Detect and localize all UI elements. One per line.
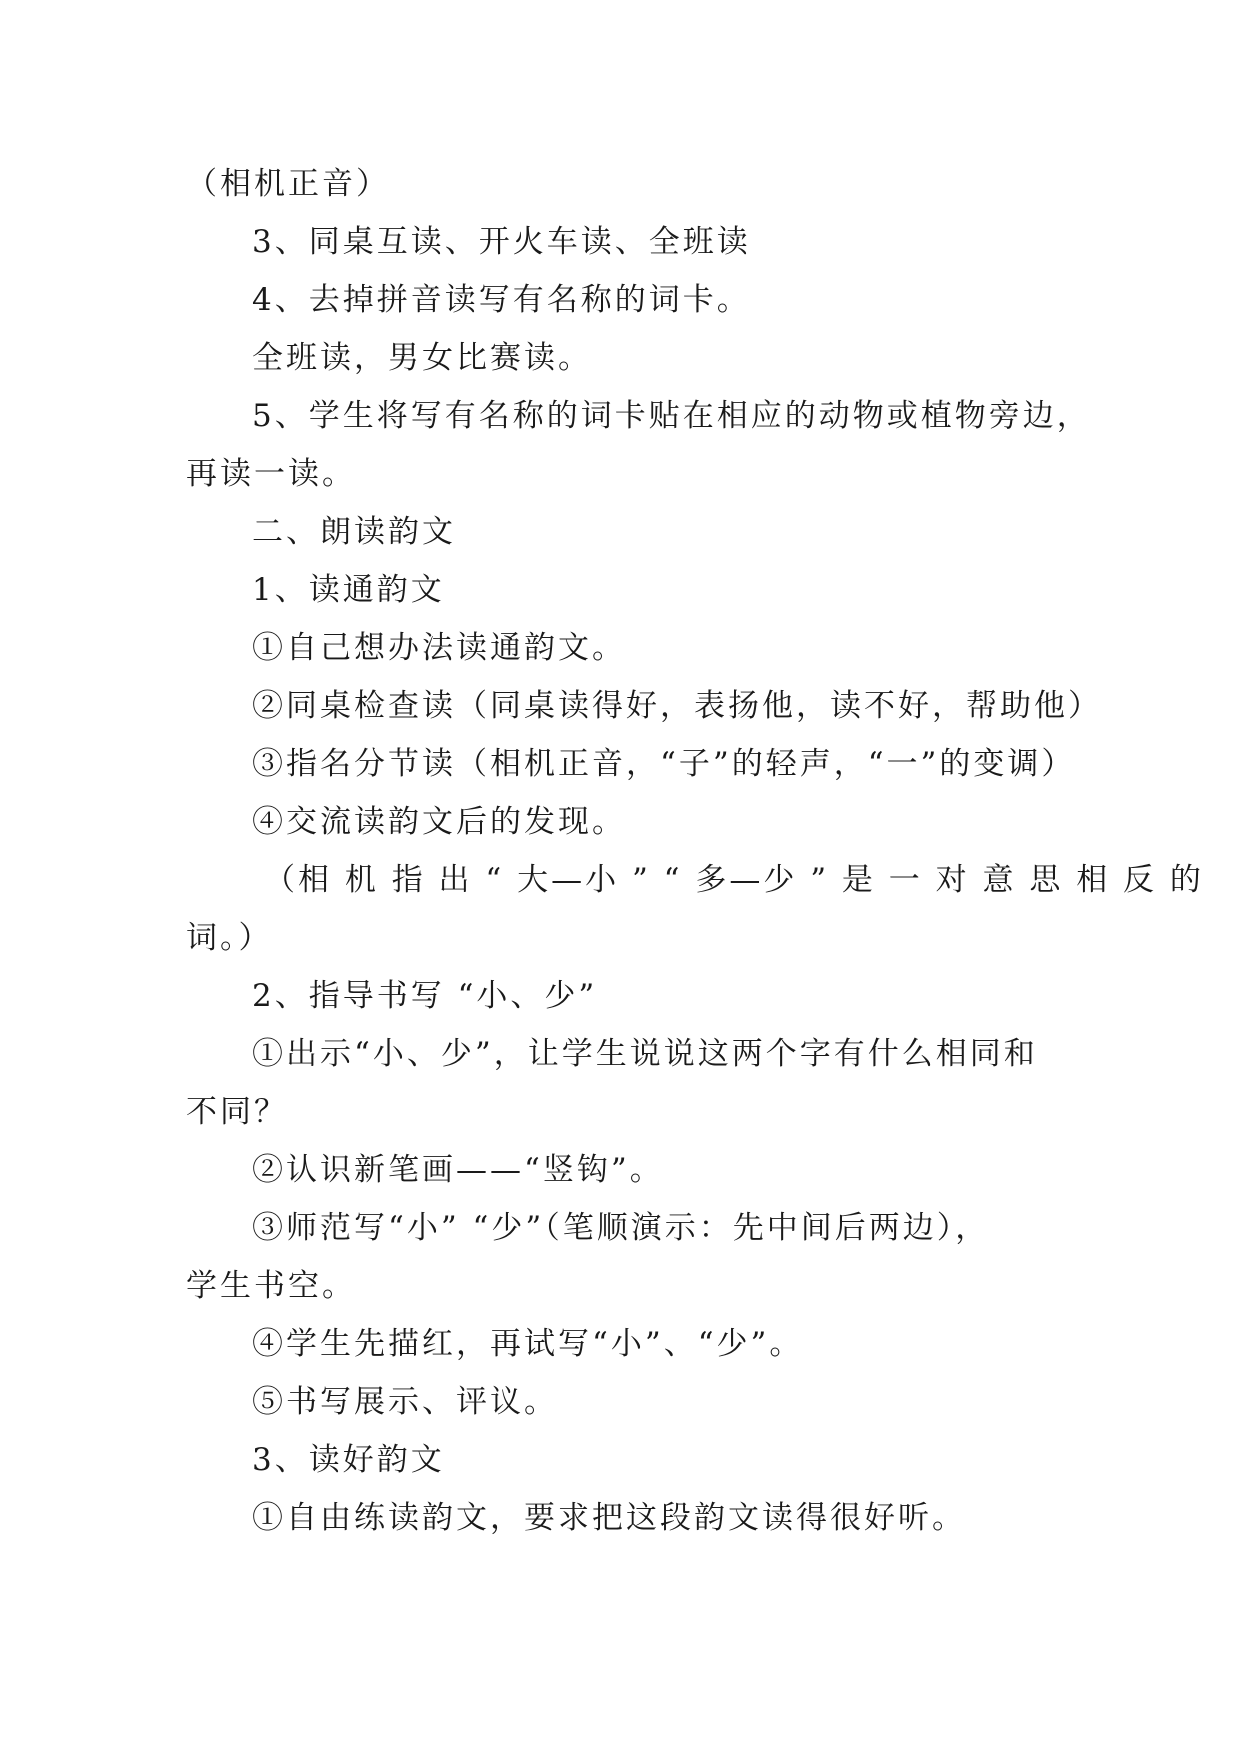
- text-line-20: 学生书空。: [186, 1268, 356, 1304]
- text-line-10: ②同桌检查读（同桌读得好，表扬他，读不好，帮助他）: [252, 688, 1102, 724]
- text-line-9: ①自己想办法读通韵文。: [252, 630, 626, 666]
- text-line-16: ①出示“小、少”，让学生说说这两个字有什么相同和: [252, 1036, 1038, 1072]
- text-line-15: 2、指导书写 “小、少”: [252, 978, 598, 1014]
- text-line-3: 4、去掉拼音读写有名称的词卡。: [252, 282, 751, 318]
- text-line-11: ③指名分节读（相机正音，“子”的轻声，“一”的变调）: [252, 746, 1076, 782]
- text-line-24: ①自由练读韵文，要求把这段韵文读得很好听。: [252, 1500, 966, 1536]
- text-line-5: 5、学生将写有名称的词卡贴在相应的动物或植物旁边，: [252, 398, 1091, 434]
- text-line-1: （相机正音）: [186, 166, 390, 202]
- section-heading-2: 二、朗读韵文: [252, 514, 456, 550]
- text-line-23: 3、读好韵文: [252, 1442, 445, 1478]
- text-line-21: ④学生先描红，再试写“小”、“少”。: [252, 1326, 804, 1362]
- text-line-4: 全班读，男女比赛读。: [252, 340, 592, 376]
- text-line-12: ④交流读韵文后的发现。: [252, 804, 626, 840]
- text-line-18: ②认识新笔画——“竖钩”。: [252, 1152, 664, 1188]
- text-line-22: ⑤书写展示、评议。: [252, 1384, 558, 1420]
- text-line-8: 1、读通韵文: [252, 572, 445, 608]
- text-line-6: 再读一读。: [186, 456, 356, 492]
- text-line-2: 3、同桌互读、开火车读、全班读: [252, 224, 751, 260]
- text-line-19: ③师范写“小” “少”（笔顺演示：先中间后两边），: [252, 1210, 990, 1246]
- text-line-17: 不同？: [186, 1094, 288, 1130]
- text-line-13: （相 机 指 出 “ 大—小 ” “ 多—少 ” 是 一 对 意 思 相 反 的: [264, 862, 1204, 898]
- text-line-14: 词。）: [186, 920, 273, 956]
